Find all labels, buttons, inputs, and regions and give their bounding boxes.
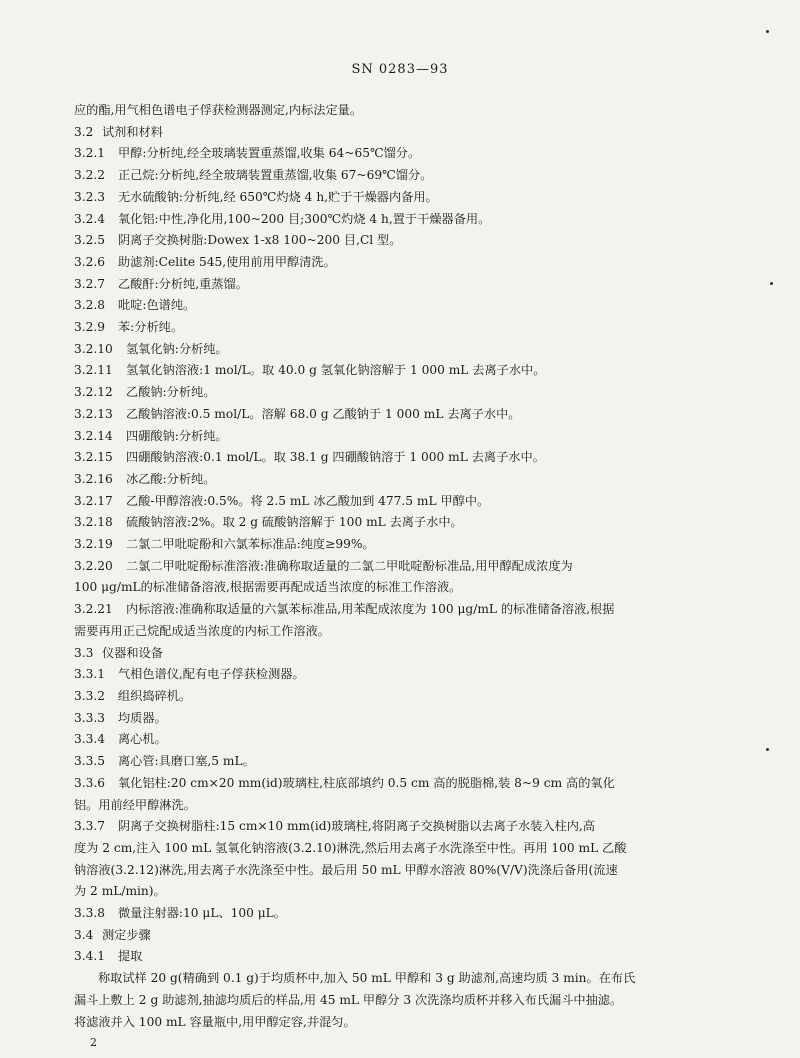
clause-text: 为 2 mL/min)。 (74, 884, 166, 899)
clause-number: 3.2.10 (74, 341, 113, 356)
clause-text: 需要再用正己烷配成适当浓度的内标工作溶液。 (74, 623, 330, 638)
clause-number: 3.3.7 (74, 819, 106, 834)
clause-text: 甲醇:分析纯,经全玻璃装置重蒸馏,收集 64~65℃馏分。 (118, 146, 421, 161)
clause-text: 乙酸-甲醇溶液:0.5%。将 2.5 mL 冰乙酸加到 477.5 mL 甲醇中。 (126, 493, 490, 508)
clause-number: 3.2.17 (74, 493, 113, 508)
clause-line (74, 317, 722, 339)
text-line (74, 838, 722, 860)
clause-line (74, 274, 722, 296)
clause-line (74, 599, 722, 621)
clause-line (74, 295, 722, 317)
clause-number: 3.3.5 (74, 754, 106, 769)
clause-line (74, 360, 722, 382)
clause-text: 无水硫酸钠:分析纯,经 650℃灼烧 4 h,贮于干燥器内备用。 (118, 189, 438, 204)
clause-line (74, 512, 722, 534)
clause-line (74, 143, 722, 165)
clause-text: 阴离子交换树脂:Dowex 1-x8 100~200 目,Cl 型。 (118, 233, 402, 248)
clause-line (74, 426, 722, 448)
clause-number: 3.2.5 (74, 233, 106, 248)
text-line (74, 990, 722, 1012)
clause-line (74, 230, 722, 252)
clause-text: 冰乙酸:分析纯。 (126, 471, 216, 486)
clause-text: 钠溶液(3.2.12)淋洗,用去离子水洗涤至中性。最后用 50 mL 甲醇水溶液 80%(V/V)洗涤后备用(流速 (74, 862, 618, 877)
clause-text: 离心管:具磨口塞,5 mL。 (118, 754, 255, 769)
clause-text: 氧化铝柱:20 cm×20 mm(id)玻璃柱,柱底部填约 0.5 cm 高的脱脂棉,装 8~9 cm 高的氧化 (118, 775, 615, 790)
clause-number: 3.2.16 (74, 471, 113, 486)
clause-text: 阴离子交换树脂柱:15 cm×10 mm(id)玻璃柱,将阴离子交换树脂以去离子水装入柱内,高 (118, 819, 595, 834)
text-line (74, 100, 722, 122)
clause-number: 3.2.6 (74, 254, 106, 269)
clause-text: 均质器。 (118, 710, 167, 725)
clause-text: 氢氧化钠溶液:1 mol/L。取 40.0 g 氢氧化钠溶解于 1 000 mL 去离子水中。 (126, 363, 546, 378)
clause-text: 测定步骤 (102, 927, 151, 942)
clause-number: 3.4.1 (74, 949, 106, 964)
clause-number: 3.4 (74, 927, 94, 942)
clause-text: 正己烷:分析纯,经全玻璃装置重蒸馏,收集 67~69℃馏分。 (118, 168, 433, 183)
text-line (74, 860, 722, 882)
clause-text: 仪器和设备 (102, 645, 163, 660)
clause-text: 乙酸钠:分析纯。 (126, 385, 216, 400)
scan-speck (766, 30, 769, 33)
clause-text: 内标溶液:准确称取适量的六氯苯标准品,用苯配成浓度为 100 μg/mL 的标准储备溶液,根据 (126, 602, 615, 617)
clause-text: 试剂和材料 (102, 124, 163, 139)
clause-line (74, 664, 722, 686)
clause-number: 3.2.19 (74, 537, 113, 552)
clause-number: 3.2.11 (74, 363, 113, 378)
clause-line (74, 404, 722, 426)
clause-line (74, 816, 722, 838)
clause-number: 3.2.3 (74, 189, 106, 204)
clause-line (74, 534, 722, 556)
clause-text: 二氯二甲吡啶酚标准溶液:准确称取适量的二氯二甲吡啶酚标准品,用甲醇配成浓度为 (126, 558, 573, 573)
text-line (74, 968, 722, 990)
clause-line (74, 946, 722, 968)
clause-text: 乙酸钠溶液:0.5 mol/L。溶解 68.0 g 乙酸钠于 1 000 mL 去离子水中。 (126, 406, 521, 421)
clause-line (74, 903, 722, 925)
clause-line (74, 773, 722, 795)
clause-line (74, 469, 722, 491)
clause-line (74, 556, 722, 578)
clause-text: 组织捣碎机。 (118, 688, 192, 703)
clause-number: 3.3.4 (74, 732, 106, 747)
clause-line (74, 491, 722, 513)
clause-number: 3.2.4 (74, 211, 106, 226)
clause-text: 度为 2 cm,注入 100 mL 氢氧化钠溶液(3.2.10)淋洗,然后用去离子水洗涤至中性。再用 100 mL 乙酸 (74, 840, 627, 855)
clause-number: 3.3.3 (74, 710, 106, 725)
clause-number: 3.3 (74, 645, 94, 660)
document-body (74, 100, 722, 1033)
text-line (74, 1012, 722, 1034)
clause-text: 乙酸酐:分析纯,重蒸馏。 (118, 276, 248, 291)
clause-line (74, 187, 722, 209)
text-line (74, 881, 722, 903)
clause-text: 将滤液并入 100 mL 容量瓶中,用甲醇定容,并混匀。 (74, 1014, 356, 1029)
clause-number: 3.3.2 (74, 688, 106, 703)
clause-text: 漏斗上敷上 2 g 助滤剂,抽滤均质后的样品,用 45 mL 甲醇分 3 次洗涤均质杯并移入布氏漏斗中抽滤。 (74, 992, 623, 1007)
clause-text: 离心机。 (118, 732, 167, 747)
clause-text: 硫酸钠溶液:2%。取 2 g 硫酸钠溶解于 100 mL 去离子水中。 (126, 515, 463, 530)
clause-number: 3.2.21 (74, 602, 113, 617)
page-header: SN 0283—93 (351, 62, 449, 77)
clause-text: 微量注射器:10 μL、100 μL。 (118, 906, 286, 921)
clause-text: 提取 (118, 949, 143, 964)
clause-number: 3.2.14 (74, 428, 113, 443)
section-heading (74, 643, 722, 665)
clause-line (74, 708, 722, 730)
clause-line (74, 729, 722, 751)
text-line (74, 795, 722, 817)
clause-number: 3.2.9 (74, 320, 106, 335)
clause-text: 氧化铝:中性,净化用,100~200 目;300℃灼烧 4 h,置于干燥器备用。 (118, 211, 491, 226)
clause-line (74, 252, 722, 274)
scan-speck (770, 282, 773, 285)
clause-text: 氢氧化钠:分析纯。 (126, 341, 228, 356)
clause-line (74, 165, 722, 187)
page-number: 2 (90, 1036, 97, 1049)
clause-line (74, 339, 722, 361)
clause-line (74, 209, 722, 231)
clause-text: 四硼酸钠:分析纯。 (126, 428, 228, 443)
clause-number: 3.3.8 (74, 906, 106, 921)
clause-number: 3.2.2 (74, 168, 106, 183)
clause-text: 苯:分析纯。 (118, 320, 184, 335)
clause-text: 四硼酸钠溶液:0.1 mol/L。取 38.1 g 四硼酸钠溶于 1 000 mL 去离子水中。 (126, 450, 545, 465)
clause-line (74, 686, 722, 708)
clause-number: 3.3.1 (74, 667, 106, 682)
clause-number: 3.3.6 (74, 775, 106, 790)
clause-number: 3.2.13 (74, 406, 113, 421)
clause-number: 3.2.1 (74, 146, 106, 161)
clause-text: 铝。用前经甲醇淋洗。 (74, 797, 196, 812)
clause-line (74, 751, 722, 773)
clause-text: 二氯二甲吡啶酚和六氯苯标准品:纯度≥99%。 (126, 537, 375, 552)
clause-text: 助滤剂:Celite 545,使用前用甲醇清洗。 (118, 254, 336, 269)
clause-line (74, 447, 722, 469)
clause-number: 3.2.18 (74, 515, 113, 530)
clause-text: 吡啶:色谱纯。 (118, 298, 196, 313)
section-heading (74, 925, 722, 947)
clause-text: 称取试样 20 g(精确到 0.1 g)于均质杯中,加入 50 mL 甲醇和 3 g 助滤剂,高速均质 3 min。在布氏 (98, 971, 636, 986)
clause-text: 应的酯,用气相色谱电子俘获检测器测定,内标法定量。 (74, 103, 363, 117)
clause-number: 3.2.15 (74, 450, 113, 465)
clause-text: 100 μg/mL的标准储备溶液,根据需要再配成适当浓度的标准工作溶液。 (74, 580, 462, 595)
clause-number: 3.2.8 (74, 298, 106, 313)
clause-number: 3.2 (74, 124, 94, 139)
section-heading (74, 122, 722, 144)
clause-text: 气相色谱仪,配有电子俘获检测器。 (118, 667, 305, 682)
text-line (74, 621, 722, 643)
clause-number: 3.2.12 (74, 385, 113, 400)
text-line (74, 577, 722, 599)
scan-speck (766, 748, 769, 751)
clause-number: 3.2.7 (74, 276, 106, 291)
clause-line (74, 382, 722, 404)
clause-number: 3.2.20 (74, 558, 113, 573)
